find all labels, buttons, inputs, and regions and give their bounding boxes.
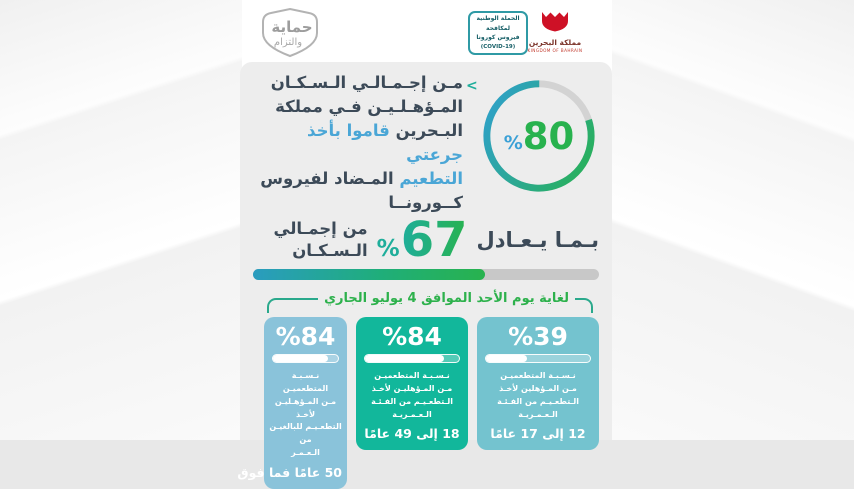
left-ribbon-background <box>0 0 242 440</box>
equivalent-lead-text: بـمـا يـعـادل <box>476 228 599 252</box>
equiv-percent-symbol: % <box>376 236 400 263</box>
emblem-name-english: KINGDOM OF BAHRAIN <box>527 48 583 53</box>
kingdom-of-bahrain-emblem <box>527 8 583 53</box>
age-box-percent: %84 <box>275 322 336 351</box>
hero-line-4: التطعيم المـضاد لفيروس <box>260 169 463 188</box>
percent-value: 80 <box>522 114 575 158</box>
emblem-name-arabic: مملكة البحرين <box>528 38 582 47</box>
age-box-bar-fill <box>365 355 444 362</box>
age-box-percent: %84 <box>382 322 442 351</box>
hero-line-3: البـحرين قاموا بأخذ جرعتي <box>307 121 463 164</box>
hero-line-2: المـؤهـلـيـن فـي مملكة <box>275 97 463 116</box>
shield-logo-line1: حماية <box>271 18 313 36</box>
campaign-line2: لمكافحة <box>486 24 510 32</box>
equivalent-tail-text <box>274 218 368 262</box>
age-box-range: 50 عامًا فما فوق <box>237 464 342 480</box>
age-group-boxes <box>237 317 599 489</box>
vaccination-donut-chart <box>479 75 599 197</box>
age-box-12-17 <box>477 317 599 450</box>
age-box-bar <box>364 354 460 363</box>
campaign-line1: الحملة الوطنية <box>476 15 520 23</box>
age-box-description: نـسـبـة المتطعميـن مـن المـؤهلين لأخـذ الـتطعـيـم من الفـئـة الـعـمـريـة <box>497 371 579 419</box>
equivalent-percent <box>376 211 468 268</box>
date-bracket <box>267 290 593 313</box>
age-box-range: 18 إلى 49 عامًا <box>364 426 460 442</box>
bracket-left-arm <box>267 298 318 313</box>
equiv-tail-line1: من إجمـالي <box>273 219 368 238</box>
campaign-line4: (COVID-19) <box>480 43 516 50</box>
population-progress-bar <box>253 269 599 280</box>
age-box-percent: %39 <box>508 322 568 351</box>
percent-symbol: % <box>503 132 523 154</box>
age-box-bar <box>272 354 339 363</box>
age-box-range: 12 إلى 17 عامًا <box>490 426 586 442</box>
equiv-percent-value: 67 <box>400 211 468 268</box>
hero-section <box>253 71 599 215</box>
equivalent-section <box>253 211 599 268</box>
age-box-bar-fill <box>486 355 527 362</box>
age-box-bar <box>485 354 591 363</box>
hero-line-1: مـن إجـمـالـي الـسـكـان <box>270 73 463 92</box>
bahrain-crest-icon <box>527 8 583 33</box>
age-box-description: نـسـبـة المتطعميـن مـن المـؤهـليـن لأخـذ التطعـيـم للبالغيـن من الـعـمـر <box>269 371 342 458</box>
campaign-line3: فيروس كورونا <box>476 34 520 42</box>
age-box-18-49 <box>356 317 468 450</box>
right-ribbon-background <box>612 0 854 440</box>
hero-paragraph <box>253 71 463 215</box>
equiv-tail-line2: الـسـكـان <box>292 241 368 260</box>
date-note: لغاية يوم الأحد الموافق 4 يوليو الجاري <box>324 291 569 306</box>
donut-percent-label <box>479 75 599 197</box>
bracket-right-arm <box>575 298 593 313</box>
age-box-50-plus <box>237 317 347 489</box>
age-box-description: نـسـبـة المتطعميـن مـن المـؤهليـن لأخـذ الـتطعـيـم من الفـئـة الـعـمـريـة <box>371 371 453 419</box>
age-box-bar-fill <box>273 355 328 362</box>
population-progress-fill <box>253 269 485 280</box>
shield-icon <box>252 6 328 60</box>
stats-card <box>237 62 612 480</box>
protection-commitment-logo <box>252 6 328 60</box>
shield-logo-line2: والتزام <box>273 37 303 48</box>
chevron-left-icon: < <box>466 78 478 94</box>
national-campaign-badge <box>468 11 528 55</box>
hero-line-5: كــورونــا <box>388 193 463 212</box>
